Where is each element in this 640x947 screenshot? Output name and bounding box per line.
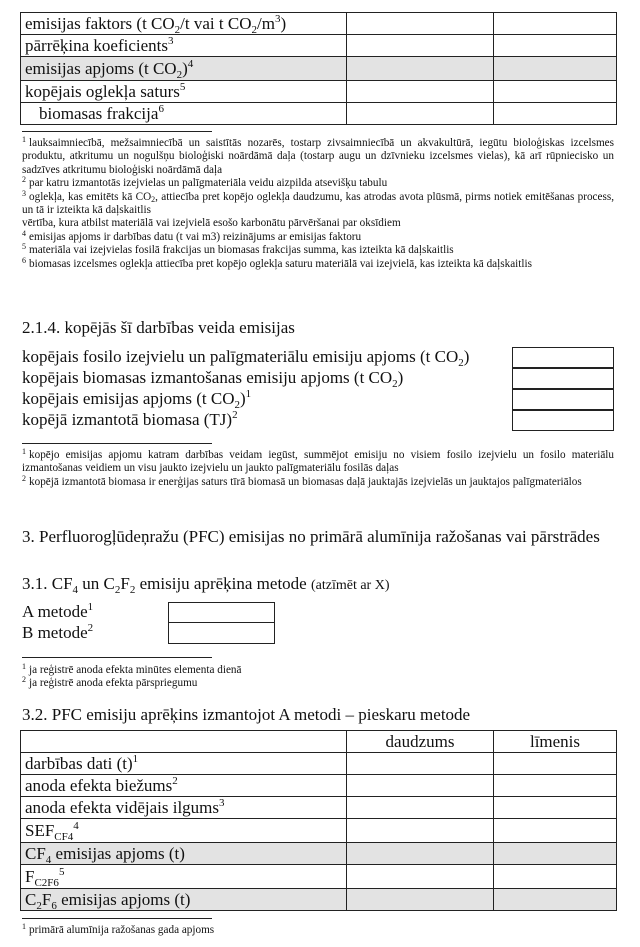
total-emission-input[interactable]	[512, 389, 614, 410]
section-3-1-footnotes	[22, 664, 614, 691]
section-3-2-title: 3.2. PFC emisiju aprēķins izmantojot A metodi – pieskaru metode	[22, 705, 471, 724]
section-3-1-title: 3.1. $CF_4$ un $C_2F_2$ emisiju aprēķina metode (atzīmēt ar X)	[22, 574, 390, 596]
footnote-1: $^1$ kopējo emisijas apjomu katram darbības veidam iegūst, summējot emisiju no visiem fosilo izejvielu un fosilo materiālu izmantošanas veidiem un visu jaukto izejvielu un jaukto palīgmateriālu fosilās daļas	[22, 447, 614, 475]
method-a-row	[22, 602, 93, 623]
method-b-checkbox[interactable]	[168, 623, 275, 644]
quantity-column-header: daudzums	[347, 731, 494, 753]
emission-factor-label: emisijas faktors (t $CO_2/t$ vai t $CO_2/m^3$)	[21, 13, 347, 35]
footnote-2: $^2$ kopējā izmantotā biomasa ir enerģijas saturs tīrā biomasā un biomasas daļā jauktajās izejvielās un jauktajos palīgmateriālos	[22, 473, 582, 488]
footnote-6: $^6$ biomasas izcelsmes oglekļa attiecība pret kopējo oglekļa saturu materiālā vai izejvielā, kas izteikta kā daļskaitlis	[22, 255, 532, 270]
anode-effect-frequency-level-cell[interactable]	[494, 775, 617, 797]
sef-cf4-level-cell[interactable]	[494, 819, 617, 843]
sef-cf4-label: $SEF_{CF4}^4$	[21, 819, 347, 843]
biomass-fraction-value-cell[interactable]	[347, 103, 494, 125]
method-selector	[22, 602, 93, 644]
total-biomass-emission-input[interactable]	[512, 368, 614, 389]
section-3-title: 3. Perfluorogļūdeņražu (PFC) emisijas no primārā alumīnija ražošanas vai pārstrādes	[22, 527, 600, 546]
emission-volume-label: emisijas apjoms (t $CO_2)^4$	[21, 57, 347, 81]
footnote-3: $^3$ oglekļa, kas emitēts kā $CO_2$, attiecība pret kopējo oglekļa daudzumu, kas atrodas avota plūsmā, pirms notiek emitēšanas process, un tā ir izteikta kā daļskaitlis	[22, 188, 614, 217]
footnote-2: $^2$ par katru izmantotās izejvielas un palīgmateriāla veidu aizpilda atsevišķu tabulu	[22, 175, 388, 190]
f-c2f6-label: $F_{C2F6}^5$	[21, 865, 347, 889]
total-emissions-block	[22, 347, 614, 431]
total-biomass-used-row	[22, 410, 614, 431]
footnote-2: $^2$ ja reģistrē anoda efekta pārspriegumu	[22, 675, 198, 690]
footnote-1: $^1$ lauksaimniecībā, mežsaimniecībā un saistītās nozarēs, tostarp zivsaimniecībā un akvakultūrā, iegūtu bioloģiskas izcelsmes produktu, atkritumu un nogulšņu bioloģiski noārdāmā daļa (tostarp augu un dzīvnieku izcelsmes vielas), kā arī rūpniecisko un sadzīves atkritumu bioloģiski noārdāmā daļa	[22, 135, 614, 176]
c2f6-emission-level-cell[interactable]	[494, 889, 617, 911]
footnote-1: $^1$ ja reģistrē anoda efekta minūtes elementa dienā	[22, 662, 242, 676]
emission-volume-level-cell[interactable]	[494, 57, 617, 81]
anode-effect-duration-level-cell[interactable]	[494, 797, 617, 819]
method-b-label: B metode$^2$	[22, 622, 94, 642]
cf4-emission-level-cell[interactable]	[494, 843, 617, 865]
c2f6-emission-quantity-cell[interactable]	[347, 889, 494, 911]
biomass-fraction-label: biomasas frakcija$^6$	[21, 103, 347, 125]
emission-factor-level-cell[interactable]	[494, 13, 617, 35]
section-3-2-footnotes	[22, 924, 614, 937]
activity-data-label: darbības dati $(t)^1$	[21, 753, 347, 775]
cf4-emission-quantity-cell[interactable]	[347, 843, 494, 865]
footnote-rule	[22, 131, 212, 132]
conversion-factor-level-cell[interactable]	[494, 35, 617, 57]
header-blank-cell	[21, 731, 347, 753]
footnote-3-continuation: vērtība, kura atbilst materiālā vai izejvielā esošo karbonātu pārvēršanai par oksīdiem	[22, 217, 401, 230]
total-biomass-used-label: kopējā izmantotā biomasa (TJ)$^2$	[22, 409, 238, 429]
footnote-5: $^5$ materiāla vai izejvielas fosilā frakcijas un biomasas frakcijas summa, kas izteikta kā daļskaitlis	[22, 242, 454, 257]
anode-effect-frequency-quantity-cell[interactable]	[347, 775, 494, 797]
section-2-1-4-title: 2.1.4. kopējās šī darbības veida emisijas	[22, 318, 295, 337]
f-c2f6-level-cell[interactable]	[494, 865, 617, 889]
anode-effect-duration-label: anoda efekta vidējais ilgums$^3$	[21, 797, 347, 819]
total-emission-row	[22, 389, 614, 410]
total-fossil-row	[22, 347, 614, 368]
total-biomass-emission-label: kopējais biomasas izmantošanas emisiju apjoms (t $CO_2$)	[22, 368, 404, 390]
conversion-factor-value-cell[interactable]	[347, 35, 494, 57]
total-carbon-label: kopējais oglekļa saturs$^5$	[21, 81, 347, 103]
total-biomass-emission-row	[22, 368, 614, 389]
emission-factor-table	[20, 12, 617, 125]
emission-factor-value-cell[interactable]	[347, 13, 494, 35]
emission-volume-value-cell[interactable]	[347, 57, 494, 81]
f-c2f6-quantity-cell[interactable]	[347, 865, 494, 889]
total-carbon-level-cell[interactable]	[494, 81, 617, 103]
total-emission-label: kopējais emisijas apjoms (t $CO_2)^1$	[22, 388, 252, 411]
method-b-row	[22, 623, 93, 644]
table1-footnotes	[22, 137, 614, 271]
total-carbon-value-cell[interactable]	[347, 81, 494, 103]
anode-effect-duration-quantity-cell[interactable]	[347, 797, 494, 819]
footnote-rule	[22, 918, 212, 919]
method-a-checkbox[interactable]	[168, 602, 275, 623]
conversion-factor-label: pārrēķina koeficients$^3$	[21, 35, 347, 57]
method-a-label: A metode$^1$	[22, 601, 94, 621]
section-2-1-4-footnotes	[22, 449, 614, 489]
level-column-header: līmenis	[494, 731, 617, 753]
biomass-fraction-level-cell[interactable]	[494, 103, 617, 125]
cf4-emission-label: $CF_4$ emisijas apjoms (t)	[21, 843, 347, 865]
sef-cf4-quantity-cell[interactable]	[347, 819, 494, 843]
activity-data-quantity-cell[interactable]	[347, 753, 494, 775]
anode-effect-frequency-label: anoda efekta biežums$^2$	[21, 775, 347, 797]
c2f6-emission-label: $C_2F_6$ emisijas apjoms (t)	[21, 889, 347, 911]
activity-data-level-cell[interactable]	[494, 753, 617, 775]
footnote-rule	[22, 443, 212, 444]
footnote-4: $^4$ emisijas apjoms ir darbības datu (t vai m3) reizinājums ar emisijas faktoru	[22, 228, 362, 243]
footnote-1: $^1$ primārā alumīnija ražošanas gada apjoms	[22, 922, 215, 936]
total-biomass-used-input[interactable]	[512, 410, 614, 431]
footnote-rule	[22, 657, 212, 658]
total-fossil-label: kopējais fosilo izejvielu un palīgmateriālu emisiju apjoms (t $CO_2$)	[22, 347, 470, 369]
total-fossil-input[interactable]	[512, 347, 614, 368]
pfc-method-a-table	[20, 730, 617, 911]
